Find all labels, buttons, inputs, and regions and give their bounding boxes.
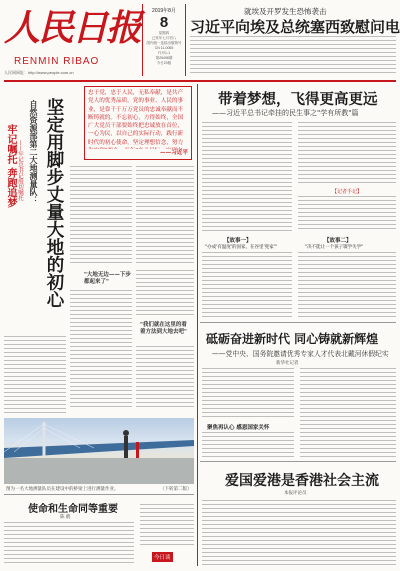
- column-tag: 今日谈: [152, 552, 173, 562]
- feature-headline: 带着梦想，飞得更高更远: [218, 92, 378, 108]
- masthead-divider: [4, 80, 396, 82]
- story-body-col2b: [136, 270, 194, 318]
- feature-body-col2: [298, 122, 396, 186]
- second-body-col1b: [202, 432, 294, 458]
- second-subhead: 聚焦再认心 感恩国家关怀: [207, 425, 270, 431]
- issue-line: 国内统一连续出版物号: [146, 41, 182, 45]
- bottom-left-body2: [140, 504, 194, 548]
- story-vertical-title: 坚定用脚步丈量大地的初心: [44, 98, 64, 308]
- second-byline: 新华社记者: [276, 361, 299, 366]
- second-headline: 砥砺奋进新时代 同心铸就新辉煌: [206, 332, 379, 346]
- masthead-roman: RENMIN RIBAO: [14, 56, 100, 67]
- continued-note: （下转第二版）: [160, 487, 192, 492]
- story1-label: 【故事一】: [224, 238, 252, 244]
- pull-quote-1: "大地无边——下步都起来了": [84, 272, 131, 285]
- second-body-col2: [300, 368, 396, 458]
- second-body-col1: [202, 368, 294, 420]
- section-divider-2: [200, 461, 396, 462]
- bottom-left-body: [4, 522, 134, 566]
- newspaper-logo: 人民日报: [4, 7, 141, 49]
- story2-body: [298, 252, 396, 320]
- story2-label: 【故事二】: [324, 238, 352, 244]
- feature-box-label: 【记者手记】: [332, 189, 363, 195]
- feature-body-col1: [202, 122, 292, 232]
- story-body-col1b: [70, 290, 132, 410]
- quote-signature: ——习近平: [160, 150, 188, 156]
- story2-title: "决不能让一个孩子辍学失学": [305, 245, 364, 250]
- date-day: 8: [159, 14, 169, 31]
- bottom-right-body: [202, 500, 396, 566]
- issue-line: 今日20版: [156, 61, 172, 65]
- bottom-left-headline: 使命和生命同等重要: [28, 504, 118, 515]
- lead-kicker: 就埃及开罗发生恐怖袭击: [244, 7, 327, 16]
- issue-line: 代号1-1: [157, 51, 171, 55]
- issue-line: 第25498期: [155, 56, 173, 60]
- bridge-photo: [4, 418, 194, 484]
- section-divider-3: [4, 494, 194, 495]
- section-divider: [200, 322, 396, 323]
- bottom-left-byline: 陈 鹤: [60, 515, 71, 520]
- lead-headline: 习近平向埃及总统塞西致慰问电: [190, 18, 400, 36]
- story-body-col2c: [136, 346, 194, 410]
- masthead-url: 人民网网址：http://www.people.com.cn: [4, 70, 74, 75]
- story-body-col1: [70, 166, 132, 266]
- column-rule: [197, 84, 198, 566]
- date-lunar: 己亥年七月初八: [151, 36, 177, 40]
- series-subtitle: ——牢记总书记殷切嘱托: [17, 140, 23, 201]
- date-year: 2019年8月: [152, 8, 176, 14]
- story-body-col2: [136, 166, 194, 266]
- feature-box-body: [298, 196, 396, 232]
- date-weekday: 星期四: [158, 31, 170, 35]
- bridge-illustration: [4, 418, 194, 484]
- quote-text: 忠于党，忠于人民，无私奉献，是共产党人的优秀品质，党的事业、人民的事业，是靠千千万万党员的忠诚奉献而不断铸就的。不忘初心，方得始终，全国广大党员干部要始终把忠诚放在首位，一心为民，以自己的实际行动，践行新时代的初心使命，坚定理想信念，努力: [88, 90, 184, 146]
- pull-quote-2: "我们就在这里的看着方法到大地去吧": [140, 322, 187, 335]
- story1-title: "办成'有温度'的国家，在谷里'兜家'": [205, 245, 278, 250]
- story-vertical-subtitle: 自然资源部第二大地测量队：: [29, 100, 38, 204]
- bottom-right-byline: 本报评论员: [284, 491, 307, 496]
- lead-body-text: [190, 36, 396, 76]
- series-title: 牢记嘱托 奔跑追梦: [5, 124, 16, 208]
- second-deck: ——党中央、国务院邀请优秀专家人才代表北戴河休假纪实: [212, 350, 389, 358]
- feature-deck: ——习近平总书记牵挂的民生事之"学有所教"篇: [212, 109, 359, 117]
- issue-line: CN 11-0065: [154, 46, 174, 50]
- quote-box: [84, 86, 192, 160]
- date-box: [142, 4, 186, 76]
- photo-caption: 图为一名大地测量队员在建设中的桥梁上进行测量作业。: [6, 487, 119, 492]
- story1-body: [202, 252, 292, 320]
- bottom-right-headline: 爱国爱港是香港社会主流: [225, 473, 379, 489]
- story-body-left-col: [4, 336, 66, 416]
